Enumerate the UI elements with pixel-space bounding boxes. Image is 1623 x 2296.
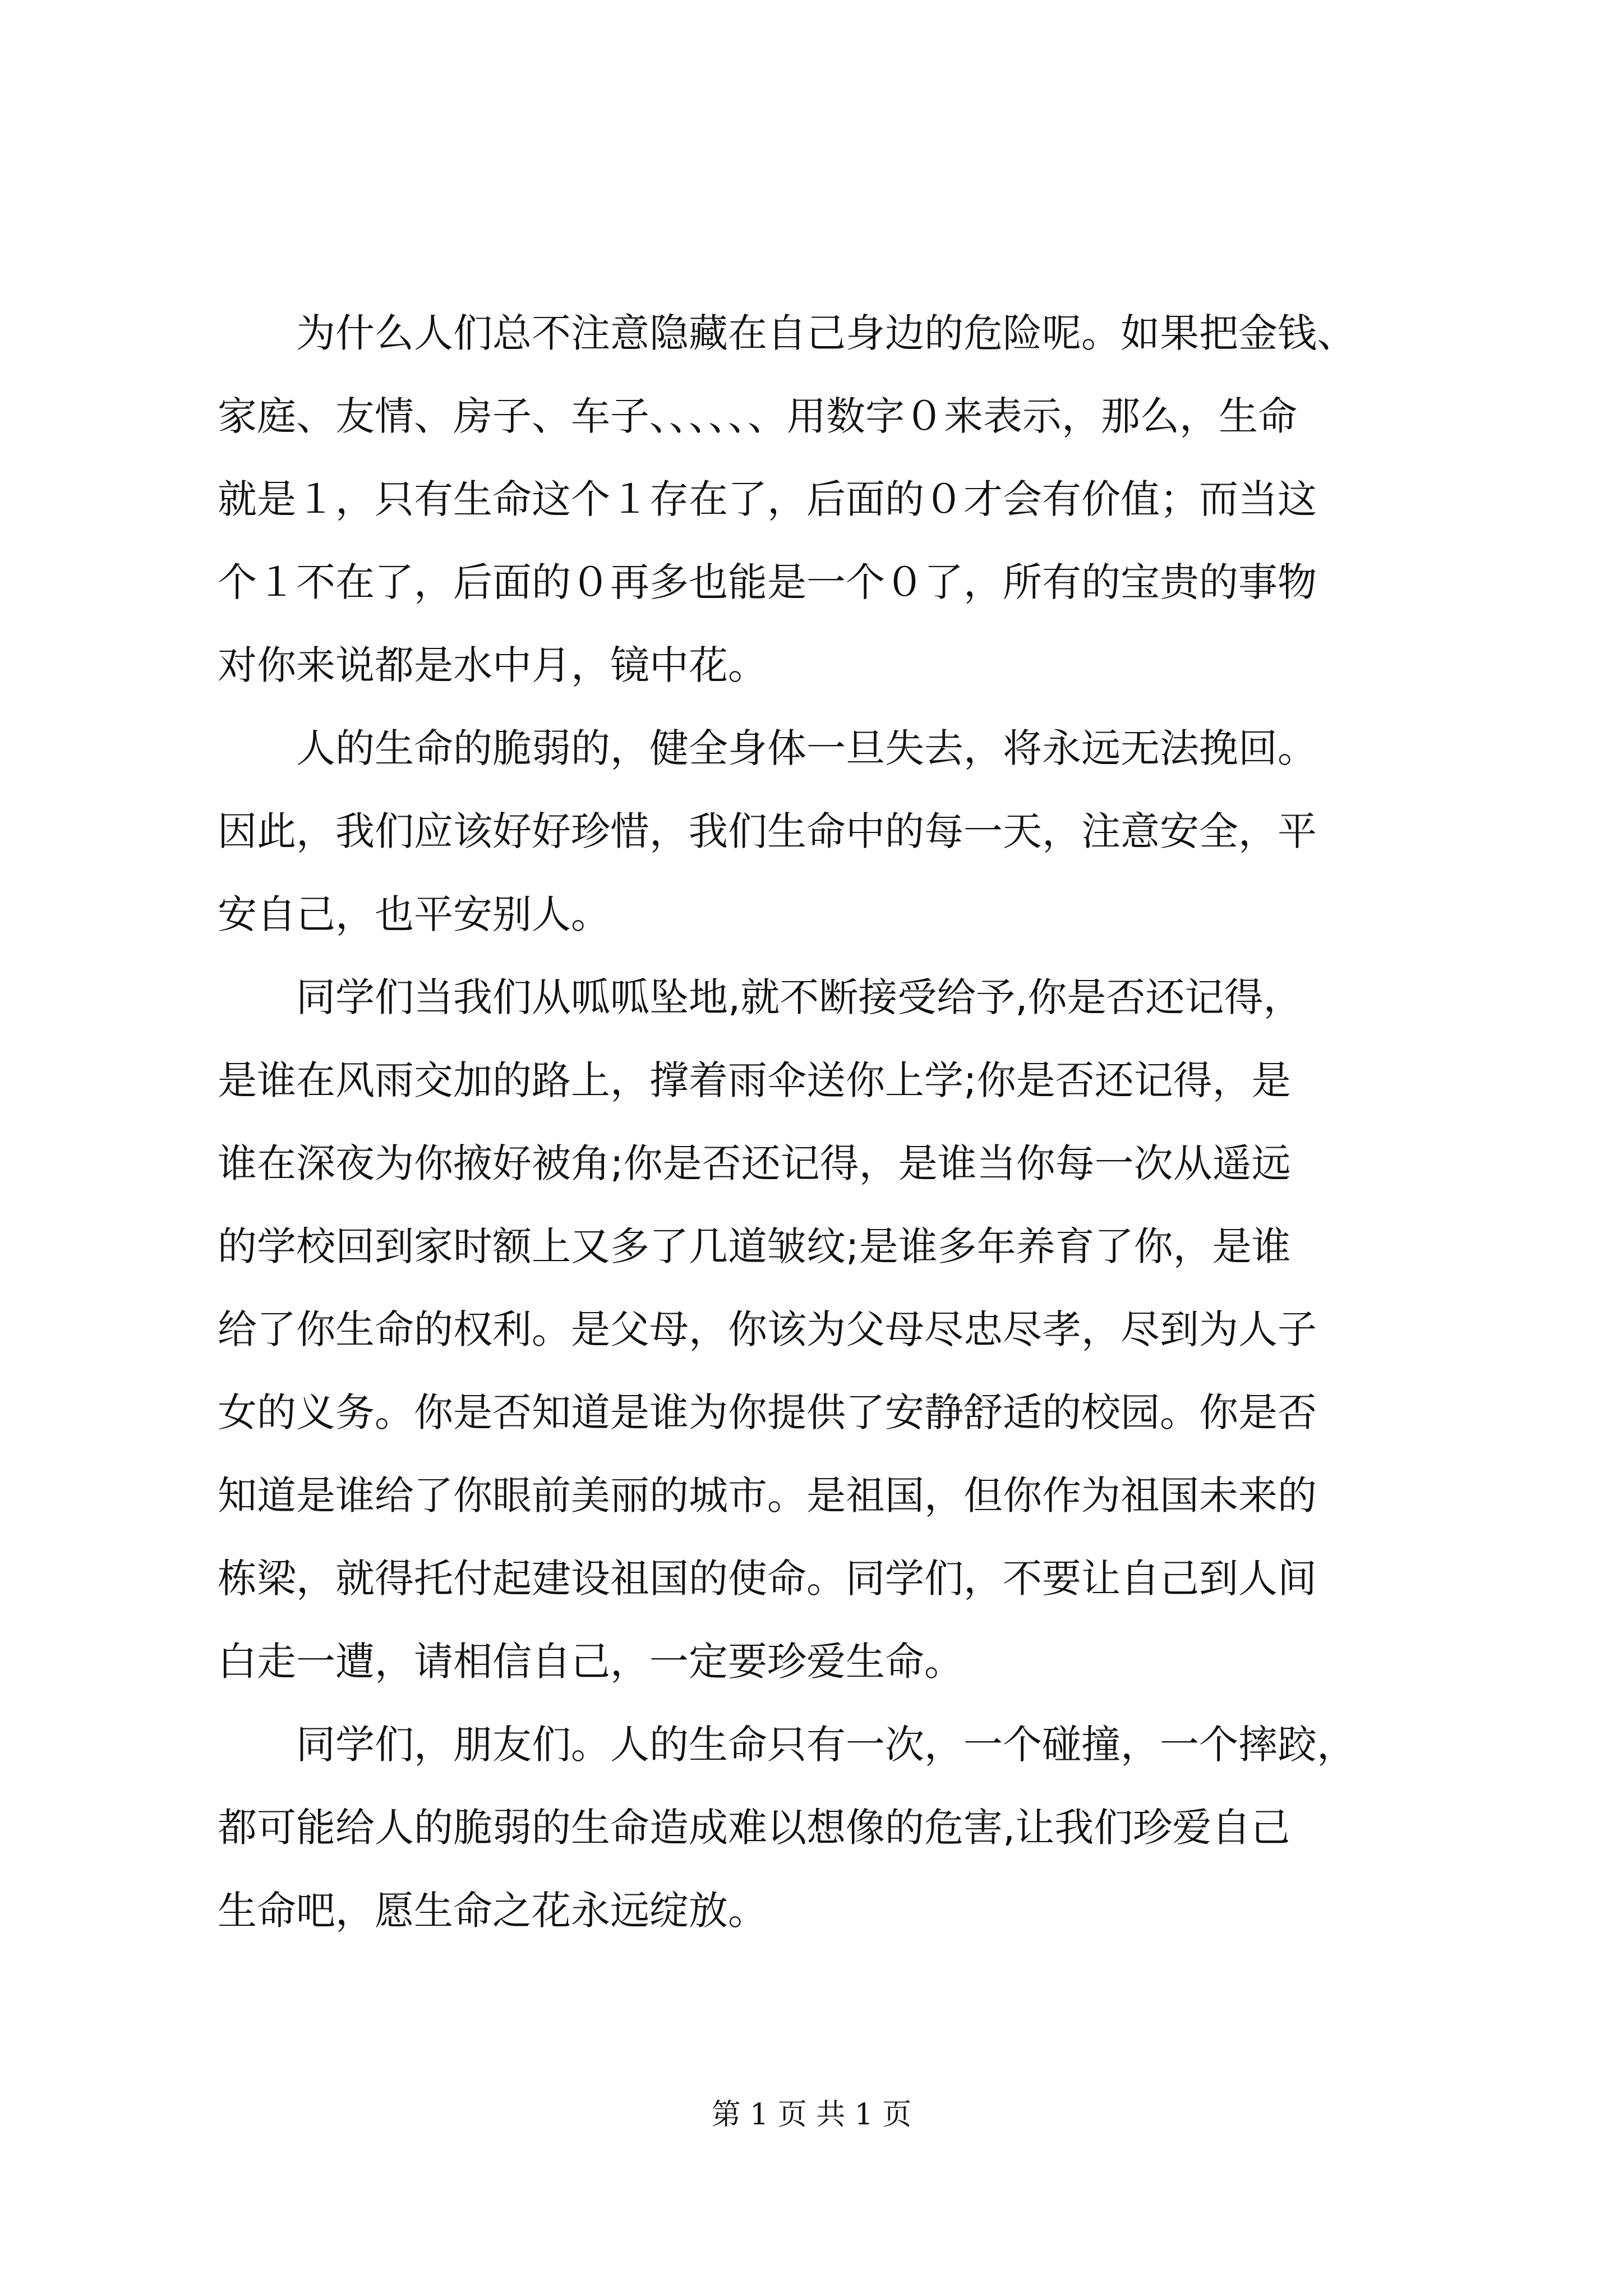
- text-line: 因此，我们应该好好珍惜，我们生命中的每一天，注意安全，平: [218, 808, 1317, 854]
- text-line: 个１不在了，后面的０再多也能是一个０了，所有的宝贵的事物: [218, 559, 1317, 605]
- text-line: 就是１，只有生命这个１存在了，后面的０才会有价值；而当这: [218, 476, 1317, 522]
- text-line: 给了你生命的权利。是父母，你该为父母尽忠尽孝，尽到为人子: [218, 1306, 1317, 1352]
- text-line: 女的义务。你是否知道是谁为你提供了安静舒适的校园。你是否: [218, 1389, 1317, 1435]
- text-line: 对你来说都是水中月，镜中花。: [218, 642, 767, 688]
- text-line: 为什么人们总不注意隐藏在自己身边的危险呢。如果把金钱、: [218, 310, 1356, 356]
- document-body: [218, 292, 1415, 1952]
- text-line: 栋梁，就得托付起建设祖国的使命。同学们，不要让自己到人间: [218, 1556, 1317, 1602]
- text-line: 同学们当我们从呱呱坠地,就不断接受给予,你是否还记得，: [218, 974, 1303, 1020]
- text-line: 安自己，也平安别人。: [218, 891, 610, 937]
- text-line: 白走一遭，请相信自己，一定要珍爱生命。: [218, 1639, 963, 1685]
- text-line: 是谁在风雨交加的路上，撑着雨伞送你上学;你是否还记得，是: [218, 1057, 1291, 1103]
- text-line: 都可能给人的脆弱的生命造成难以想像的危害,让我们珍爱自己: [218, 1805, 1290, 1851]
- text-line: 同学们，朋友们。人的生命只有一次，一个碰撞，一个摔跤，: [218, 1722, 1356, 1768]
- text-line: 家庭、友情、房子、车子、、、、、、用数字０来表示，那么，生命: [218, 393, 1297, 439]
- text-line: 的学校回到家时额上又多了几道皱纹;是谁多年养育了你，是谁: [218, 1223, 1291, 1269]
- text-line: 生命吧，愿生命之花永远绽放。: [218, 1888, 767, 1934]
- text-line: 知道是谁给了你眼前美丽的城市。是祖国，但你作为祖国未来的: [218, 1473, 1317, 1519]
- text-line: 人的生命的脆弱的，健全身体一旦失去，将永远无法挽回。: [218, 725, 1317, 771]
- text-line: 谁在深夜为你掖好被角;你是否还记得，是谁当你每一次从遥远: [218, 1140, 1291, 1186]
- page-footer: 第 1 页 共 1 页: [711, 2098, 912, 2132]
